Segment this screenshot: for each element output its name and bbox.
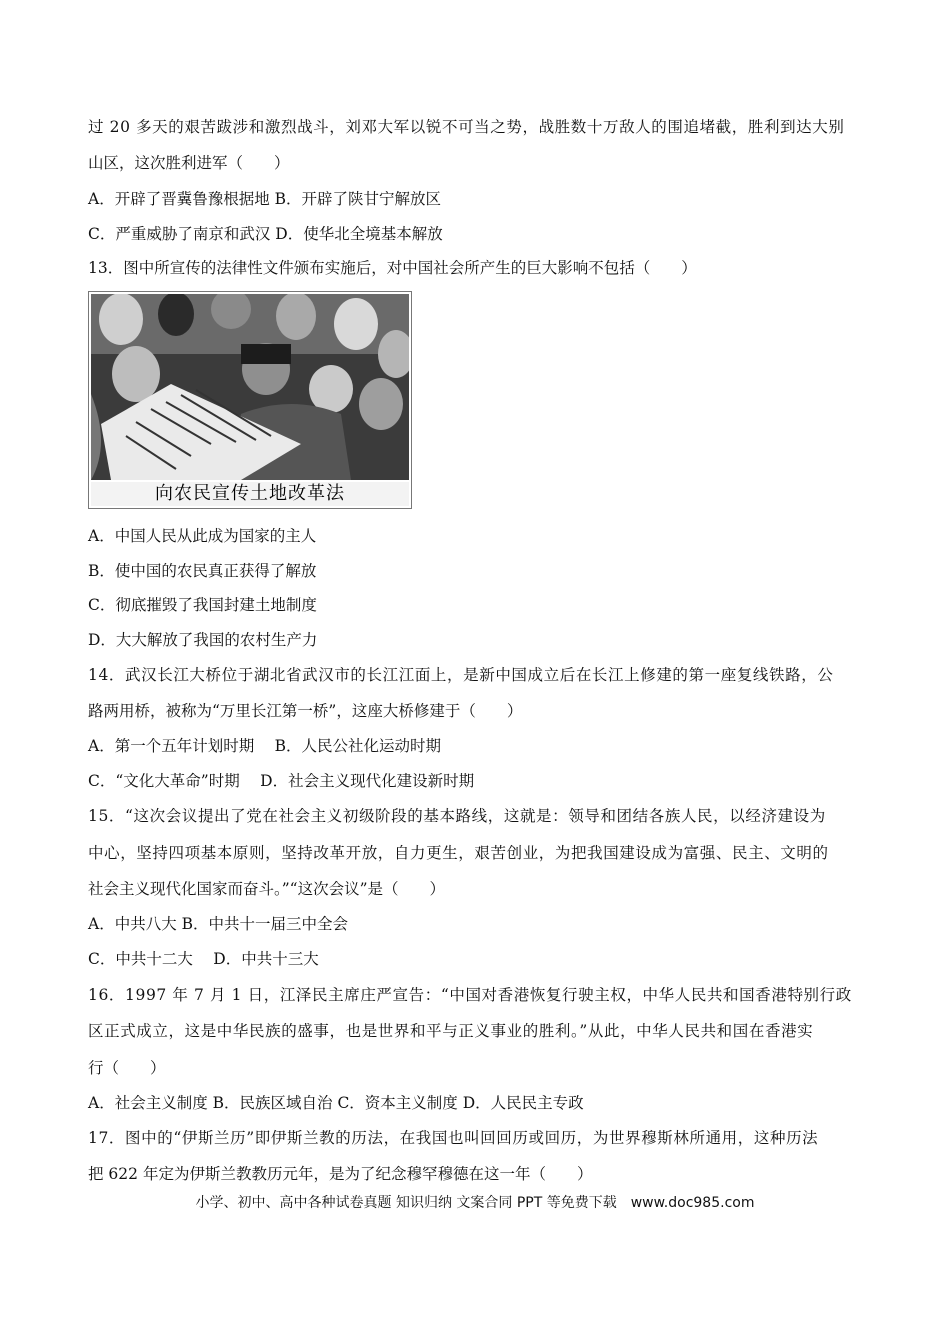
q13-option-d: D．大大解放了我国的农村生产力 [88,631,318,649]
land-reform-photo [91,294,409,480]
q15-text-line-1: 15．“这次会议提出了党在社会主义初级阶段的基本路线，这就是：领导和团结各族人民，以经济建设为 [88,807,826,825]
page-footer: 小学、初中、高中各种试卷真题 知识归纳 文案合同 PPT 等免费下载 www.doc985.com [195,1195,755,1211]
q15-options-ab: A．中共八大 B．中共十一届三中全会 [88,915,349,933]
q13-option-a: A．中国人民从此成为国家的主人 [88,527,317,545]
q14-options-cd: C．“文化大革命”时期 D．社会主义现代化建设新时期 [88,772,475,790]
q15-text-line-3: 社会主义现代化国家而奋斗。”“这次会议”是（ ） [88,880,446,898]
q14-text-line-1: 14．武汉长江大桥位于湖北省武汉市的长江江面上，是新中国成立后在长江上修建的第一座复线铁路，公 [88,666,834,684]
q12-text-line-2: 山区，这次胜利进军（ ） [88,154,290,172]
q15-options-cd: C．中共十二大 D．中共十三大 [88,950,319,968]
q13-option-b: B．使中国的农民真正获得了解放 [88,562,317,580]
q17-text-line-1: 17．图中的“伊斯兰历”即伊斯兰教的历法，在我国也叫回回历或回历，为世界穆斯林所通用，这种历法 [88,1129,819,1147]
q13-option-c: C．彻底摧毁了我国封建土地制度 [88,596,317,614]
q12-options-cd: C．严重威胁了南京和武汉 D．使华北全境基本解放 [88,225,443,243]
q12-options-ab: A．开辟了晋冀鲁豫根据地 B．开辟了陕甘宁解放区 [88,190,442,208]
q16-text-line-3: 行（ ） [88,1059,166,1077]
q14-text-line-2: 路两用桥，被称为“万里长江第一桥”，这座大桥修建于（ ） [88,702,523,720]
q16-text-line-2: 区正式成立，这是中华民族的盛事，也是世界和平与正义事业的胜利。”从此，中华人民共和国在香港实 [88,1022,814,1040]
q13-figure [88,291,412,509]
q16-options: A．社会主义制度 B．民族区域自治 C．资本主义制度 D．人民民主专政 [88,1094,584,1112]
q16-text-line-1: 16．1997 年 7 月 1 日，江泽民主席庄严宣告：“中国对香港恢复行驶主权，中华人民共和国香港特别行政 [88,986,852,1004]
q14-options-ab: A．第一个五年计划时期 B．人民公社化运动时期 [88,737,442,755]
q13-stem: 13．图中所宣传的法律性文件颁布实施后，对中国社会所产生的巨大影响不包括（ ） [88,259,697,277]
q12-text-line-1: 过 20 多天的艰苦跋涉和激烈战斗，刘邓大军以锐不可当之势，战胜数十万敌人的围追堵截，胜利到达大别 [88,118,845,136]
q17-text-line-2: 把 622 年定为伊斯兰教教历元年，是为了纪念穆罕穆德在这一年（ ） [88,1165,593,1183]
q15-text-line-2: 中心，坚持四项基本原则，坚持改革开放，自力更生，艰苦创业，为把我国建设成为富强、民主、文明的 [88,844,829,862]
figure-caption: 向农民宣传土地改革法 [91,482,409,506]
